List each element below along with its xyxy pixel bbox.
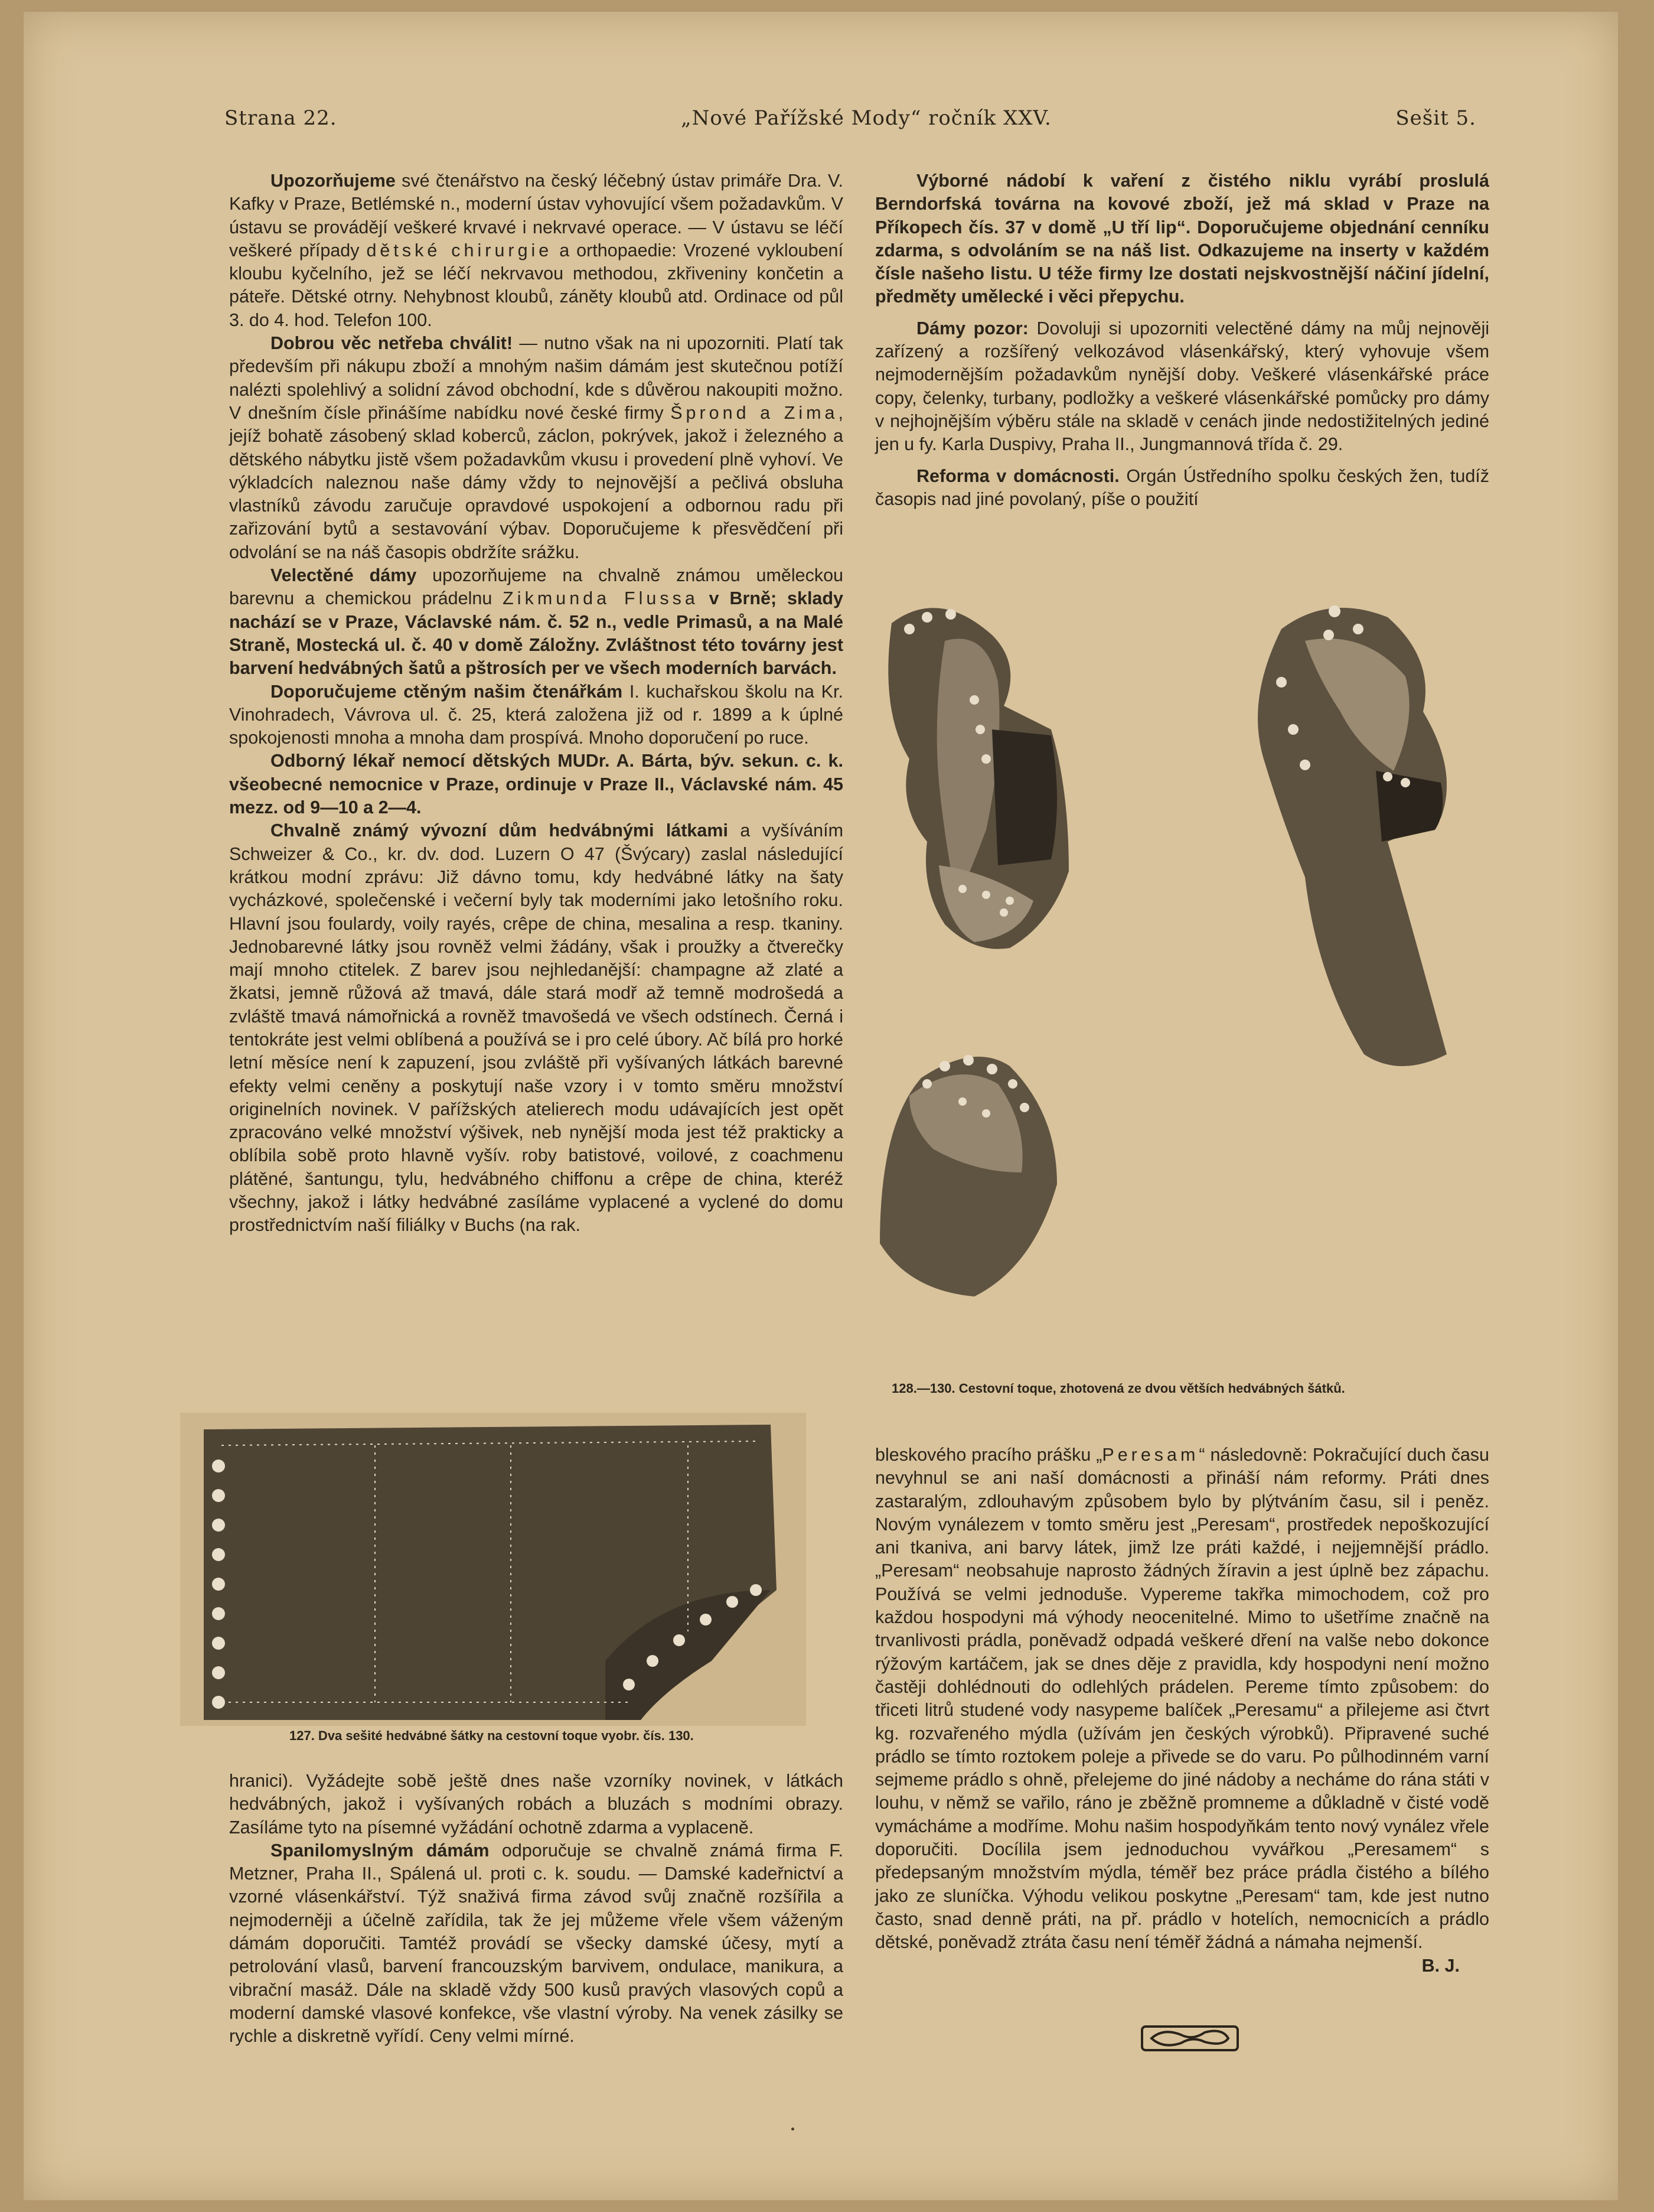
article-text: — nutno však na ni upozorniti. Platí tak především při nákupu zboží a mnohým našim dámám jest skutečnou potíží nalézti spolehlivý a solidní závod obchodní, kde s důvěrou nakoupiti možno. V dnešním čísle přinášíme nabídku nové české firmy bbox=[229, 333, 843, 423]
ornament-divider bbox=[1140, 2023, 1240, 2054]
article-text: I. kuchařskou školu na Kr. Vinohradech, Vávrova ul. č. 25, která založena již od r. 1899 a k úplné spokojenosti mnoha a mnoha dam prospívá. Mnoho doporučení po ruce. bbox=[229, 681, 843, 748]
article-text: “ následovně: Pokračující duch času nevyhnul se ani naší domácnosti a přináší nám reformy. Práti dnes zastaralým, zdlouhavým způsobem bylo by plýtváním času, sil i peněz. Novým vynálezem v tomto směru jest „Peresam“, prostředek nepoškozující ani tkaniva, ani barvy látek, jimž lze práti každé, i nejjemnější prádlo. „Peresam“ neobsahuje naprosto žádných žíravin a jest úplně bez zápachu. Používá se velmi jednoduše. Vypereme takřka mimochodem, což pro každou hospodyni má výhody neocenitelné. Mimo to ušetříme značně na trvanlivosti prádla, poněvadž odpadá veškeré dření na valše nebo dokonce rýžovým kartáčem, jak se dnes děje z pravidla, kdy hospodyni není možno častěji dohlédnouti do odlehlých prádelen. Pereme tímto způsobem: do třiceti litrů studené vody nasypeme balíček „Peresamu“ a přilejeme asi čtvrt kg. rozvařeného mýdla (užívám jen českých výrobků). Připravené suché prádlo se tímto roztokem poleje a přivede se do varu. Po půlhodinném varní sejmeme prádlo s ohně, přelejeme do jiné nádoby a necháme do rána státi v louhu, v němž se vařilo, ráno je zběžně promneme a důkladně v čisté vodě vymácháme a modříme. Mohu našim hospodyňkám tento nový vynález vřele doporučiti. Docílila jsem jednoduchou vyvářkou „Peresamem“ s předepsaným množstvím mýdla, téměř bez práce prádla čistého a bílého jako ze sluníčka. Výhodu velikou poskytne „Peresam“ tam, kde jest nutno často, snad denně práti, na př. prádlo v hotelích, nemocnicích a prádlo dětské, poněvadž ztráta času není téměř žádná a námaha nejmenší. bbox=[875, 1445, 1490, 1953]
article-lead: Velectěné dámy bbox=[270, 565, 417, 586]
page-number: Strana 22. bbox=[224, 106, 337, 130]
issue-number: Sešit 5. bbox=[1395, 106, 1476, 130]
article-reforma bbox=[875, 465, 1489, 512]
right-column-bottom bbox=[875, 1444, 1489, 1978]
article-text: Orgán Ústředního spolku českých žen, tudíž časopis nad jiné povolaný, píše o použití bbox=[875, 465, 1489, 509]
article-text: , jejíž bohatě zásobený sklad koberců, záclon, pokrývek, jakož i železného a dětského nábytku jistě všem požadavkům vkusu i provedení plně vyhoví. Ve výkladcích naleznou naše dámy vždy to nejnovější a pečlivá obsluha vlastníků závodu zaručuje opravdové uspokojení a odbornou radu při zařizování bytů a sestavování výbav. Doporučujeme k přesvědčení při odvolání se na náš časopis obdržíte srážku. bbox=[229, 402, 844, 562]
article-sprond-zima bbox=[229, 332, 843, 564]
magazine-title: „Nové Pařížské Mody“ ročník XXV. bbox=[681, 106, 1052, 130]
scarves-photograph bbox=[180, 1413, 806, 1726]
page bbox=[24, 12, 1618, 2200]
article-duspiva bbox=[875, 317, 1489, 457]
article-metzner bbox=[229, 1839, 843, 2048]
article-text: Dovoluji si upozorniti velectěné dámy na můj nejnověji zařízený a rozšířený velkozávod vlásenkářský, který vyhovuje všem nejmodernějším požadavkům nynější doby. Veškeré vlásenkářské práce copy, čelenky, turbany, podložky a veškeré vlásenkářské pomůcky pro dámy v nejhojnějším výběru stále na skladě v cenách jinde nedostižitelných jediné jen u fy. Karla Duspivy, Praha II., Jungmannová třída č. 29. bbox=[875, 318, 1489, 455]
page-header bbox=[224, 106, 1476, 130]
article-text: a vyšíváním Schweizer & Co., kr. dv. dod. Luzern O 47 (Švýcary) zaslal následující krátkou modní zprávu: Již dávno tomu, kdy hedvábné látky na šaty vycházkové, společenské i večerní byly tak moderními jako letošního roku. Hlavní jsou foulardy, voily rayés, crêpe de china, mesalina a resp. tkaniny. Jednobarevné látky jsou rovněž velmi žádány, však i proužky a čtverečky mají mnoho ctitelek. Z barev jsou nejhledanější: champagne až zlaté a žkatsi, jemně růžová až tmavá, dále stará modř až temně modrošedá a zvláště tmavá námořnická a rovněž tmavošedá ve všech odstínech. Černá i tentokráte jest velmi oblíbená a používá se i pro celé úbory. Ač bílá pro horké letní měsíce není k zapuzení, jsou zvláště při vyšívaných látkách barevné efekty velmi ceněny a poskytují naše vzory i v tomto směru množství originelních novinek. V pařížských atelierech modu udávajících jest opět zpracováno velké množství výšivek, neb nynější moda jest též prakticky a oblíbila sobě proto hlavně vyšív. roby batistové, voilové, z coachmenu plátěné, šantungu, tylu, hedvábného chiffonu a crêpe de china, kteréž všechny, jakož i látky hedvábné zasíláme vyplacené a vyclené do domu prostřednictvím naší filiálky v Buchs (na rak. bbox=[229, 820, 843, 1236]
article-bold-text: Odborný lékař nemocí dětských MUDr. A. Bárta, býv. sekun. c. k. všeobecné nemocnice v Praze, ordinuje v Praze II., Václavské nám. 45 mezz. od 9—10 a 2—4. bbox=[229, 751, 843, 818]
toque-photographs bbox=[856, 594, 1518, 1302]
page-speck bbox=[791, 2128, 794, 2130]
article-text: své čtenářstvo na český léčebný ústav primáře Dra. V. Kafky v Praze, Betlémské n., moderní ústav vyhovující všem požadavkům. V ústavu se provádějí veškeré krvavé i nekrvavé operace. — V ústavu se léčí veškeré případy bbox=[229, 171, 843, 260]
article-peresam bbox=[875, 1444, 1489, 1954]
article-lead: Reforma v domácnosti. bbox=[916, 465, 1120, 486]
article-text: upozorňujeme na chvalně známou uměleckou barevnu a chemickou prádelnu bbox=[229, 565, 844, 609]
article-berndorf bbox=[875, 170, 1489, 309]
article-text: odporučuje se chvalně známá firma F. Metzner, Praha II., Spálená ul. proti c. k. soudu. — Damské kadeřnictví a vzorné vlásenkářství. Týž snaživá firma závod svůj značně rozšířila a nejmoderněji a účelně zařídila, tak že jej můžeme vřele všem váženým dámám doporučiti. Tamtéž provádí se všecky damské účesy, mytí a petrolování vlasů, barvení francouzským barvivem, ondulace, manikura, a vibrační masáž. Dále na skladě vždy 500 kusů pravých vlasových copů a moderní damské vlasové konfekce, vše vlastní výroby. Na venek zásilky se rychle a diskretně vyřídí. Ceny velmi mírné. bbox=[229, 1840, 843, 2047]
toque-figure-128 bbox=[888, 608, 1069, 949]
article-fluss bbox=[229, 564, 843, 680]
left-column-top bbox=[229, 170, 843, 1237]
article-lead: Dobrou věc netřeba chválit! bbox=[270, 333, 513, 354]
article-lead: Upozorňujeme bbox=[270, 171, 396, 191]
article-barta bbox=[229, 750, 843, 819]
article-spaced-text: dětské chirurgie bbox=[366, 240, 553, 260]
article-spaced-text: Zikmunda Flussa bbox=[503, 588, 699, 609]
article-bold-text: v Brně; sklady nachází se v Praze, Václavské nám. č. 52 n., vedle Primasů, a na Malé Straně, Mostecká ul. č. 40 v domě Záložny. Zvláštnost této továrny jest barvení hedvábných šatů a pštrosích per ve všech moderních barvách. bbox=[229, 588, 843, 679]
article-kafka bbox=[229, 170, 843, 332]
toque-figure-129 bbox=[1258, 605, 1447, 1066]
article-lead: Doporučujeme ctěným našim čtenářkám bbox=[270, 681, 623, 702]
figure-caption-127: 127. Dva sešité hedvábné šátky na cestovní toque vyobr. čís. 130. bbox=[289, 1728, 694, 1743]
article-schweizer bbox=[229, 819, 843, 1237]
article-lead: Chvalně známý vývozní dům hedvábnými látkami bbox=[270, 820, 728, 841]
article-schweizer-continued: hranici). Vyžádejte sobě ještě dnes naše vzorníky novinek, v látkách hedvábných, jakož i vyšívaných robách a bluzách s modními obrazy. Zasíláme tyto na písemné vyžádání ochotně zdarma a vyplaceně. bbox=[229, 1771, 843, 1838]
article-text: bleskového pracího prášku „ bbox=[875, 1445, 1102, 1465]
article-spaced-text: Šprond a Zima bbox=[670, 402, 839, 423]
left-column-bottom bbox=[229, 1770, 843, 2048]
article-cooking-school bbox=[229, 680, 843, 750]
article-signature: B. J. bbox=[1421, 1955, 1460, 1976]
article-lead: Dámy pozor: bbox=[916, 318, 1029, 338]
article-text: a orthopaedie: Vrozené vykloubení kloubu kyčelního, jež se léčí nekrvavou methodou, zkřiveniny končetin a páteře. Dětské otrny. Nehybnost kloubů, záněty kloubů atd. Ordinace od půl 3. do 4. hod. Telefon 100. bbox=[229, 240, 843, 330]
toque-figure-130 bbox=[880, 1055, 1057, 1296]
article-bold-text: Výborné nádobí k vaření z čistého niklu vyrábí proslulá Berndorfská továrna na kovové zboží, jež má sklad v Praze na Příkopech čís. 37 v domě „U tří lip“. Doporučujeme objednání cenníku zdarma, s odvoláním se na náš list. Odkazujeme na inserty v každém čísle našeho listu. U téže firmy lze dostati nejskvostnější náčiní jídelní, předměty umělecké i věci přepychu. bbox=[875, 171, 1489, 307]
figure-caption-128-130: 128.—130. Cestovní toque, zhotovená ze dvou větších hedvábných šátků. bbox=[892, 1381, 1345, 1396]
right-column-top bbox=[875, 170, 1489, 511]
article-lead: Spanilomyslným dámám bbox=[270, 1840, 490, 1861]
article-spaced-text: Peresam bbox=[1102, 1445, 1199, 1465]
